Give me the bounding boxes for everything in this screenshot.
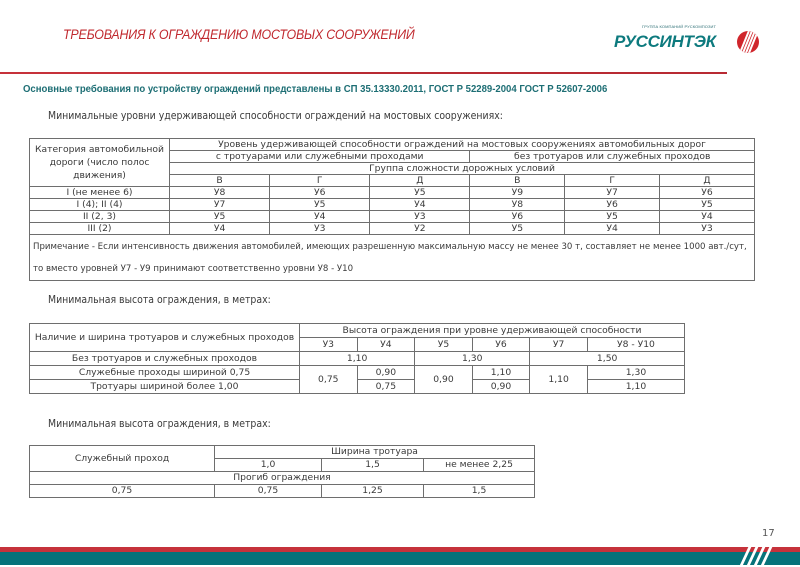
value-cell: У7 <box>170 199 270 211</box>
value-cell: 1,10 <box>472 366 530 380</box>
value-cell: У4 <box>270 211 370 223</box>
col-header: У7 <box>530 338 588 352</box>
company-logo <box>612 24 772 64</box>
row-header: Служебный проход <box>30 446 215 472</box>
value-cell: 0,90 <box>472 380 530 394</box>
value-cell: 0,90 <box>357 366 415 380</box>
value-cell: У9 <box>470 187 565 199</box>
value-cell: 1,10 <box>300 352 415 366</box>
logo-subtitle: ГРУППА КОМПАНИЙ РУСКОМПОЗИТ <box>642 24 716 29</box>
row-label: Без тротуаров и служебных проходов <box>30 352 300 366</box>
section2-caption: Минимальная высота ограждения, в метрах: <box>48 294 271 306</box>
group-with-sidewalks: с тротуарами или служебными проходами <box>170 151 470 163</box>
col-header: Д <box>370 175 470 187</box>
value-cell: У6 <box>270 187 370 199</box>
row-header: Категория автомобильной дороги (число полос движения) <box>30 139 170 187</box>
col-header: В <box>170 175 270 187</box>
value-cell: У2 <box>370 223 470 235</box>
row-label: Тротуары шириной более 1,00 <box>30 380 300 394</box>
value-cell: У6 <box>565 199 660 211</box>
col-header: Г <box>270 175 370 187</box>
section3-caption: Минимальная высота ограждения, в метрах: <box>48 418 271 430</box>
value-cell: У6 <box>470 211 565 223</box>
standards-subtitle: Основные требования по устройству ограждений представлены в СП 35.13330.2011, ГОСТ Р 52289-2004 ГОСТ Р 52607-2006 <box>23 84 608 95</box>
value-cell: 1,25 <box>322 485 424 498</box>
value-cell: У8 <box>470 199 565 211</box>
main-header: Высота ограждения при уровне удерживающей способности <box>300 324 685 338</box>
value-cell: У3 <box>660 223 755 235</box>
footer-teal-band <box>0 552 800 565</box>
value-cell: У8 <box>170 187 270 199</box>
value-cell: 1,30 <box>415 352 530 366</box>
row-header: Наличие и ширина тротуаров и служебных проходов <box>30 324 300 352</box>
logo-mark-icon <box>737 31 759 53</box>
value-cell: 1,30 <box>587 366 684 380</box>
category-cell: I (4); II (4) <box>30 199 170 211</box>
value-cell: 1,50 <box>530 352 685 366</box>
value-cell: У5 <box>470 223 565 235</box>
min-height-table <box>29 323 685 394</box>
value-cell: У4 <box>170 223 270 235</box>
page-number: 17 <box>762 528 775 539</box>
value-cell: 1,10 <box>530 366 588 394</box>
value-cell: У5 <box>170 211 270 223</box>
page-title: ТРЕБОВАНИЯ К ОГРАЖДЕНИЮ МОСТОВЫХ СООРУЖЕНИЙ <box>63 27 415 42</box>
value-cell: У5 <box>660 199 755 211</box>
value-cell: 1,5 <box>424 485 535 498</box>
value-cell: 0,75 <box>357 380 415 394</box>
value-cell: У5 <box>270 199 370 211</box>
main-header: Уровень удерживающей способности ограждений на мостовых сооружениях автомобильных дорог <box>170 139 755 151</box>
col-header: У6 <box>472 338 530 352</box>
value-cell: У3 <box>270 223 370 235</box>
value-cell: У7 <box>565 187 660 199</box>
logo-name: РУССИНТЭК <box>614 32 716 51</box>
section1-caption: Минимальные уровни удерживающей способности ограждений на мостовых сооружениях: <box>48 110 503 122</box>
col-header: Г <box>565 175 660 187</box>
col-header: 1,5 <box>322 459 424 472</box>
value-cell: У6 <box>660 187 755 199</box>
col-header: не менее 2,25 <box>424 459 535 472</box>
table-row <box>30 211 755 223</box>
restraint-levels-table <box>29 138 755 281</box>
value-cell: 1,10 <box>587 380 684 394</box>
value-cell: 0,75 <box>30 485 215 498</box>
col-header: В <box>470 175 565 187</box>
value-cell: У4 <box>370 199 470 211</box>
complexity-header: Группа сложности дорожных условий <box>170 163 755 175</box>
value-cell: У5 <box>565 211 660 223</box>
value-cell: 0,75 <box>300 366 358 394</box>
deflection-table <box>29 445 535 498</box>
main-header: Ширина тротуара <box>215 446 535 459</box>
header-divider <box>0 72 727 74</box>
col-header: 1,0 <box>215 459 322 472</box>
value-cell: У3 <box>370 211 470 223</box>
col-header: У4 <box>357 338 415 352</box>
category-cell: III (2) <box>30 223 170 235</box>
table-row <box>30 352 685 366</box>
table-row <box>30 223 755 235</box>
col-header: Д <box>660 175 755 187</box>
value-cell: У4 <box>565 223 660 235</box>
value-cell: 0,90 <box>415 366 473 394</box>
category-cell: I (не менее 6) <box>30 187 170 199</box>
row-label: Служебные проходы шириной 0,75 <box>30 366 300 380</box>
table-row <box>30 199 755 211</box>
col-header: У3 <box>300 338 358 352</box>
value-cell: 0,75 <box>215 485 322 498</box>
table-note: Примечание - Если интенсивность движения автомобилей, имеющих разрешенную максимальную массу не менее 30 т, составляет не менее 1000 авт./сут, то вместо уровней У7 - У9 принимают соответственно уровни У8 - У10 <box>30 235 755 281</box>
value-cell: У5 <box>370 187 470 199</box>
table-row <box>30 485 535 498</box>
group-without-sidewalks: без тротуаров или служебных проходов <box>470 151 755 163</box>
value-cell: У4 <box>660 211 755 223</box>
footer-stripes-decoration <box>727 545 777 565</box>
subheader: Прогиб ограждения <box>30 472 535 485</box>
category-cell: II (2, 3) <box>30 211 170 223</box>
col-header: У8 - У10 <box>587 338 684 352</box>
col-header: У5 <box>415 338 473 352</box>
table-row <box>30 366 685 380</box>
table-row <box>30 187 755 199</box>
